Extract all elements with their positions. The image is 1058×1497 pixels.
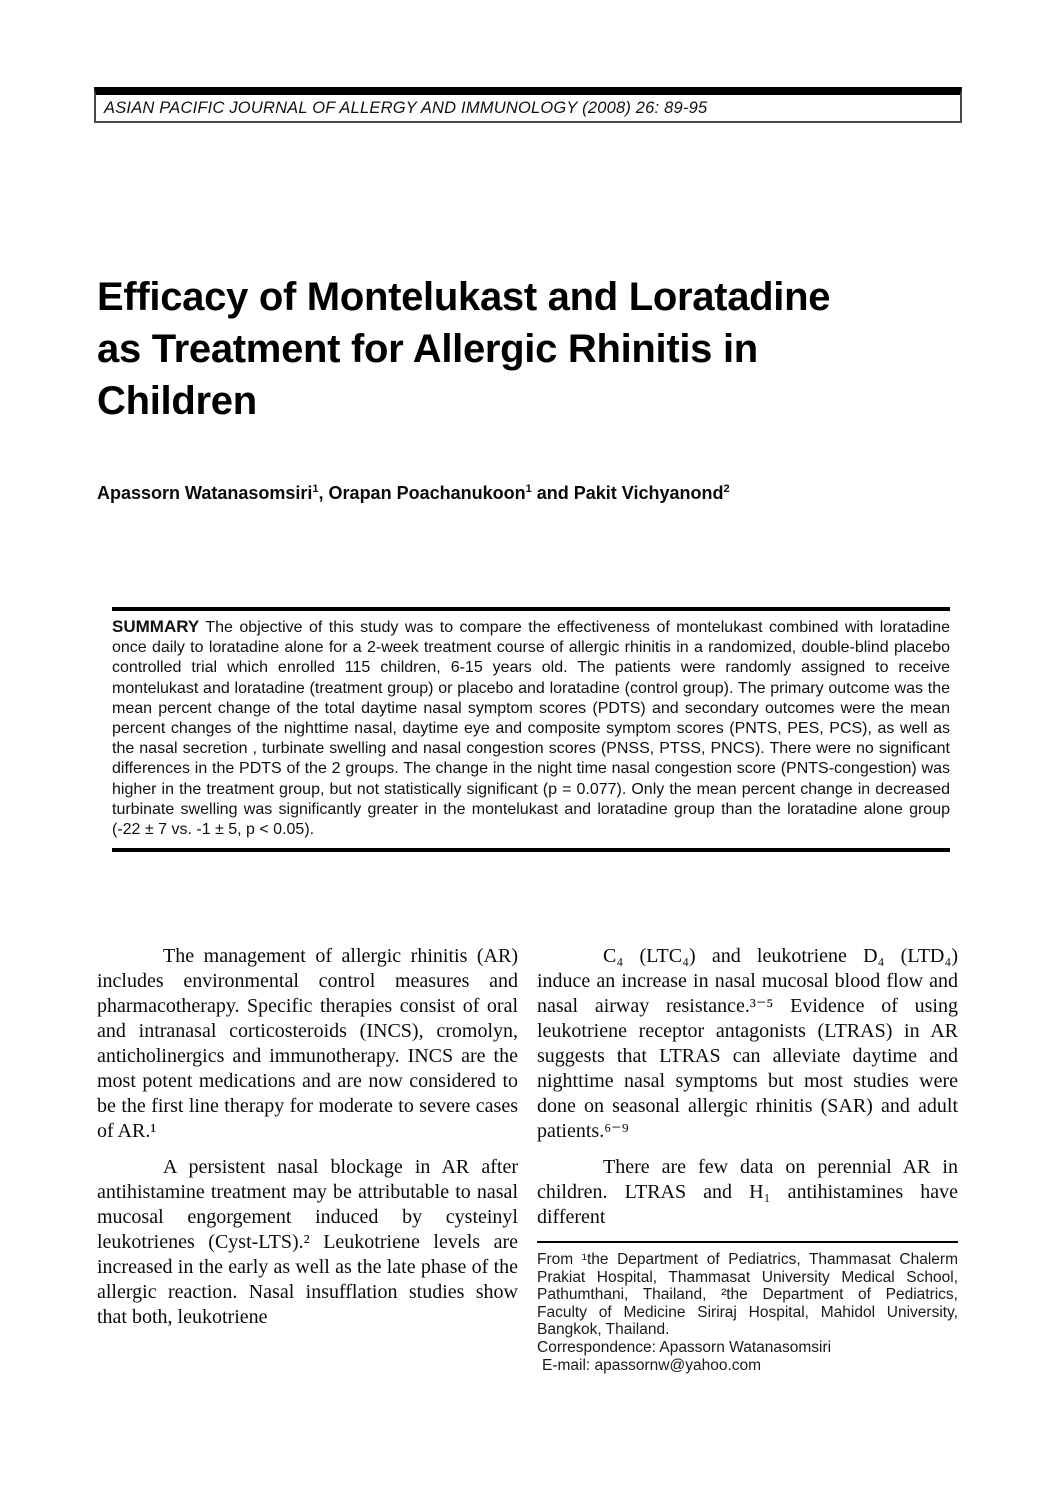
body-column-right <box>537 944 958 1374</box>
summary-section <box>112 607 950 852</box>
author-name: Orapan Poachanukoon <box>328 483 526 503</box>
journal-header-text: ASIAN PACIFIC JOURNAL OF ALLERGY AND IMMUNOLOGY (2008) 26: 89-95 <box>104 98 708 117</box>
author-name: Apassorn Watanasomsiri <box>97 483 313 503</box>
paragraph-nasal-blockage: A persistent nasal blockage in AR after antihistamine treatment may be attributable to nasal mucosal engorgement induced by cysteinyl leukotrienes (Cyst-LTS).² Leukotriene levels are increased in the early as well as the late phase of the allergic reaction. Nasal insufflation studies show that both, leukotriene <box>97 1156 518 1328</box>
summary-bottom-rule <box>112 848 950 852</box>
paragraph-leukotriene-effects: C₄ (LTC₄) and leukotriene D₄ (LTD₄) induce an increase in nasal mucosal blood flow and nasal airway resistance.³⁻⁵ Evidence of using leukotriene receptor antagonists (LTRAS) in AR suggests that LTRAS can alleviate daytime and nighttime nasal symptoms but most studies were done on seasonal allergic rhinitis (SAR) and adult patients.⁶⁻⁹ <box>537 945 958 1142</box>
summary-paragraph <box>112 617 950 840</box>
author-line <box>97 483 730 504</box>
author-name: Pakit Vichyanond <box>573 483 724 503</box>
summary-label: SUMMARY <box>112 617 200 636</box>
footnote-correspondence: Correspondence: Apassorn Watanasomsiri <box>537 1338 832 1356</box>
article-title-line-1: Efficacy of Montelukast and Loratadine <box>97 275 831 319</box>
article-title-line-2: as Treatment for Allergic Rhinitis in <box>97 327 758 371</box>
paragraph-perennial-ar: There are few data on perennial AR in children. LTRAS and H₁ antihistamines have different <box>537 1156 958 1228</box>
author-affiliation-marker: 2 <box>723 483 730 495</box>
affiliation-footnote <box>537 1241 958 1374</box>
author-separator: , <box>318 483 329 503</box>
summary-text: The objective of this study was to compare the effectiveness of montelukast combined with loratadine once daily to loratadine alone for a 2-week treatment course of allergic rhinitis in a randomized, double-blind placebo controlled trial which enrolled 115 children, 6-15 years old. The patients were randomly assigned to receive montelukast and loratadine (treatment group) or placebo and loratadine (control group). The primary outcome was the mean percent change of the total daytime nasal symptom scores (PDTS) and secondary outcomes were the mean percent changes of the nighttime nasal, daytime eye and composite symptom scores (PNTS, PES, PCS), as well as the nasal secretion , turbinate swelling and nasal congestion scores (PNSS, PTSS, PNCS). There were no significant differences in the PDTS of the 2 groups. The change in the night time nasal congestion score (PNTS-congestion) was higher in the treatment group, but not statistically significant (p = 0.077). Only the mean percent change in decreased turbinate swelling was significantly greater in the montelukast and loratadine group than the loratadine alone group (-22 ± 7 vs. -1 ± 5, p < 0.05). <box>112 619 951 839</box>
author-affiliation-marker: 1 <box>312 483 319 495</box>
body-column-left <box>97 944 518 1341</box>
paragraph-intro-management: The management of allergic rhinitis (AR) includes environmental control measures and pharmacotherapy. Specific therapies consist of oral and intranasal corticosteroids (INCS), cromolyn, anticholinergics and immunotherapy. INCS are the most potent medications and are now considered to be the first line therapy for moderate to severe cases of AR.¹ <box>97 945 518 1142</box>
article-title <box>97 271 830 427</box>
author-separator: and <box>531 483 574 503</box>
author-affiliation-marker: 1 <box>525 483 532 495</box>
footnote-rule <box>537 1241 958 1243</box>
footnote-affiliations: From ¹the Department of Pediatrics, Thammasat Chalerm Prakiat Hospital, Thammasat University Medical School, Pathumthani, Thailand, ²the Department of Pediatrics, Faculty of Medicine Siriraj Hospital, Mahidol University, Bangkok, Thailand. <box>537 1251 958 1339</box>
summary-top-rule <box>112 607 950 611</box>
article-title-line-3: Children <box>97 379 257 423</box>
journal-header-box <box>94 87 962 123</box>
footnote-email: E-mail: apassornw@yahoo.com <box>542 1356 762 1374</box>
